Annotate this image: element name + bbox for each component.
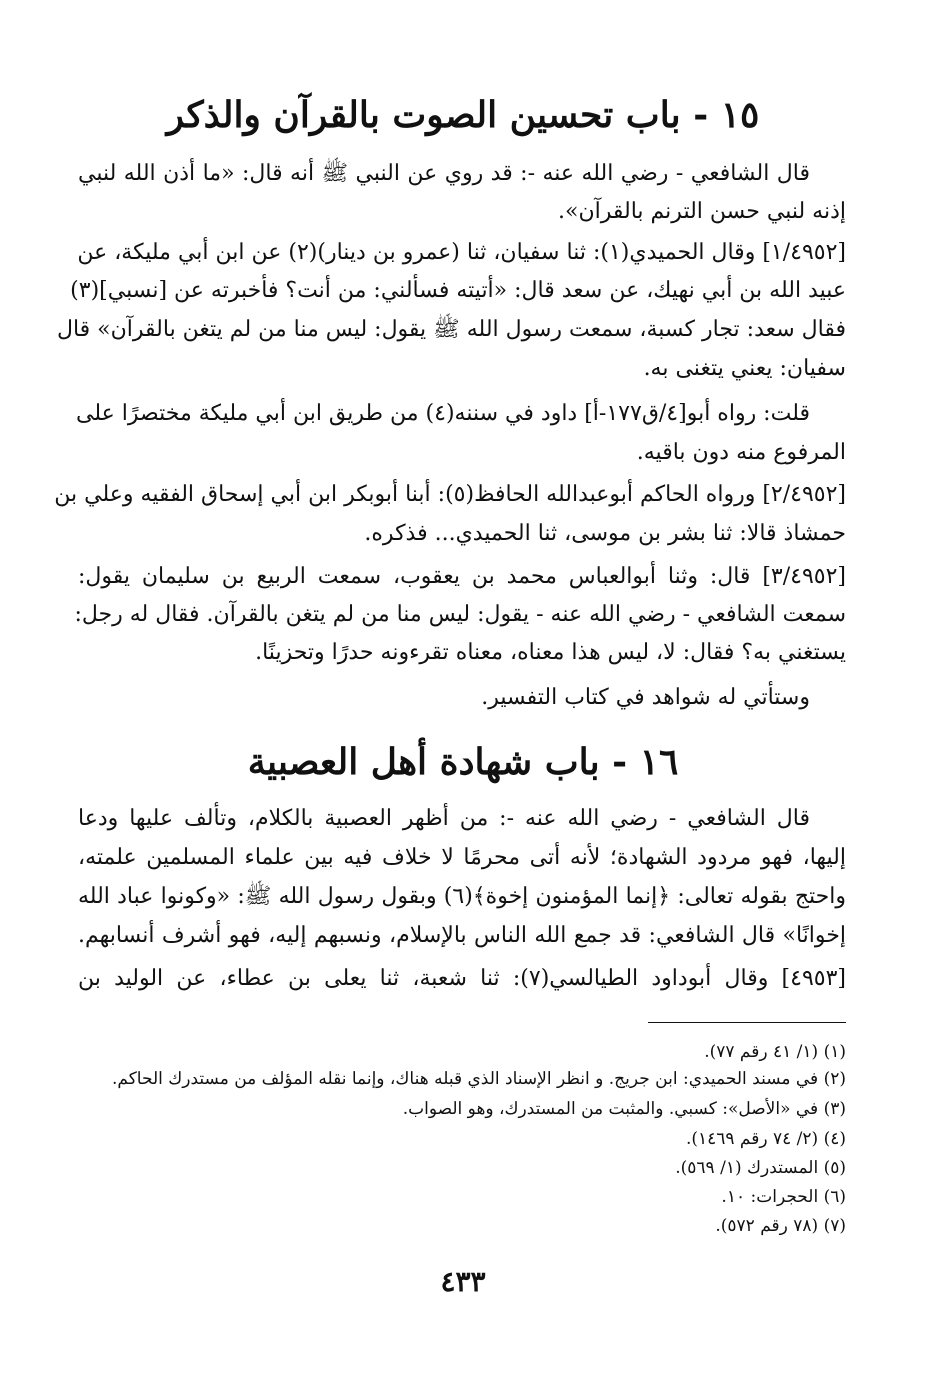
hadith-line: [٤٩٥٣] وقال أبوداود الطيالسي(٧): ثنا شعبة، ثنا يعلى بن عطاء، عن الوليد بن (78, 966, 847, 991)
footnote: (٧) (٧٨ رقم ٥٧٢). (715, 1216, 846, 1236)
footnote: (٣) في «الأصل»: كسبي. والمثبت من المستدرك، وهو الصواب. (402, 1099, 846, 1119)
paragraph-line: إليها، فهو مردود الشهادة؛ لأنه أتى محرمًا لا خلاف فيه بين علماء المسلمين علمته، (78, 845, 846, 870)
hadith-line: سفيان: يعني يتغنى به. (643, 356, 846, 381)
chapter-15-heading: ١٥ - باب تحسين الصوت بالقرآن والذكر (166, 94, 760, 136)
hadith-line: فقال سعد: تجار كسبة، سمعت رسول الله ﷺ يقول: ليس منا من لم يتغن بالقرآن» قال (56, 317, 846, 342)
hadith-line: حمشاذ قالا: ثنا بشر بن موسى، ثنا الحميدي... فذكره. (364, 521, 846, 546)
footnote: (٤) (٢/ ٧٤ رقم ١٤٦٩). (685, 1129, 846, 1149)
hadith-line: عبيد الله بن أبي نهيك، عن سعد قال: «أتيته فسألني: من أنت؟ فأخبرته عن [نسبي](٣) (70, 278, 846, 303)
page-number: ٤٣٣ (440, 1265, 486, 1298)
paragraph-line: وستأتي له شواهد في كتاب التفسير. (481, 685, 810, 710)
hadith-line: [٣/٤٩٥٢] قال: وثنا أبوالعباس محمد بن يعقوب، سمعت الربيع بن سليمان يقول: (78, 564, 846, 589)
footnote: (٦) الحجرات: ١٠. (721, 1187, 846, 1207)
hadith-line: [١/٤٩٥٢] وقال الحميدي(١): ثنا سفيان، ثنا (عمرو بن دينار)(٢) عن ابن أبي مليكة، عن (77, 240, 846, 265)
paragraph-line: واحتج بقوله تعالى: ﴿إنما المؤمنون إخوة﴾(٦) وبقول رسول الله ﷺ: «وكونوا عباد الله (78, 884, 846, 909)
paragraph-line: إذنه لنبي حسن الترنم بالقرآن». (558, 199, 846, 224)
paragraph-line: قال الشافعي - رضي الله عنه -: من أظهر العصبية بالكلام، وتألف عليها ودعا (78, 806, 810, 831)
paragraph-line: قال الشافعي - رضي الله عنه -: قد روي عن النبي ﷺ أنه قال: «ما أذن الله لنبي (78, 161, 810, 186)
footnote: (١) (١/ ٤١ رقم ٧٧). (704, 1042, 846, 1062)
footnote: (٢) في مسند الحميدي: ابن جريج. و انظر الإسناد الذي قبله هناك، وإنما نقله المؤلف من مستدرك الحاكم. (111, 1069, 846, 1089)
hadith-line: سمعت الشافعي - رضي الله عنه - يقول: ليس منا من لم يتغن بالقرآن. فقال له رجل: (74, 602, 846, 627)
comment-line: قلت: رواه أبو[٤/ق١٧٧-أ] داود في سننه(٤) من طريق ابن أبي مليكة مختصرًا على (76, 401, 810, 426)
chapter-16-heading: ١٦ - باب شهادة أهل العصبية (247, 741, 679, 783)
comment-line: المرفوع منه دون باقيه. (636, 440, 846, 465)
paragraph-line: إخوانًا» قال الشافعي: قد جمع الله الناس بالإسلام، ونسبهم إليه، فهو أشرف أنسابهم. (78, 923, 846, 948)
footnote-separator (648, 1022, 846, 1023)
footnote: (٥) المستدرك (١/ ٥٦٩). (675, 1158, 846, 1178)
hadith-line: يستغني به؟ فقال: لا، ليس هذا معناه، معناه تقرءونه حدرًا وتحزينًا. (255, 640, 846, 665)
hadith-line: [٢/٤٩٥٢] ورواه الحاكم أبوعبدالله الحافظ(٥): أبنا أبوبكر ابن أبي إسحاق الفقيه وعلي بن (54, 482, 846, 507)
